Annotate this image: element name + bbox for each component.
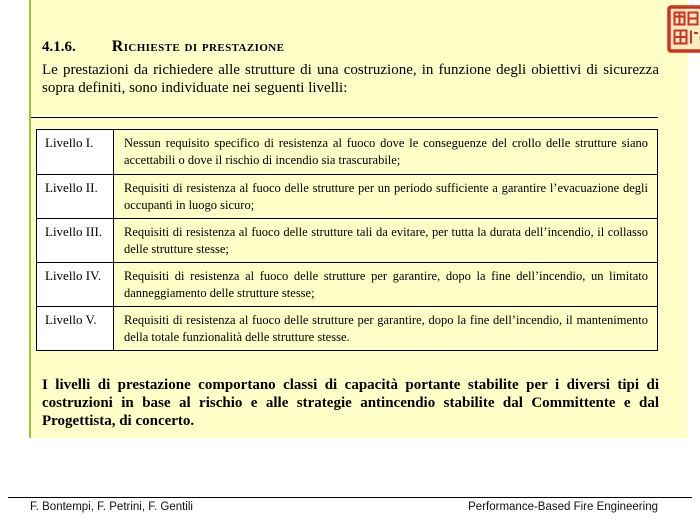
- footer-presentation-title: Performance-Based Fire Engineering: [468, 501, 658, 513]
- level-label: Livello III.: [37, 219, 114, 262]
- level-description: Requisiti di resistenza al fuoco delle strutture tali da evitare, per tutta la durata dell’incendio, il collasso delle strutture stesse;: [124, 225, 648, 256]
- table-row: [37, 174, 657, 218]
- level-description: Nessun requisito specifico di resistenza al fuoco dove le conseguenze del crollo delle strutture siano accettabili o dove il rischio di incendio sia trascurabile;: [124, 136, 648, 167]
- table-row: [37, 306, 657, 350]
- table-row: [37, 218, 657, 262]
- intro-paragraph: Le prestazioni da richiedere alle strutture di una costruzione, in funzione degli obiettivi di sicurezza sopra definiti, sono individuate nei seguenti livelli:: [42, 62, 659, 96]
- level-label: Livello V.: [37, 307, 114, 350]
- levels-table: [36, 129, 658, 351]
- footer-authors: F. Bontempi, F. Petrini, F. Gentili: [30, 501, 193, 513]
- slide-background: [29, 0, 688, 438]
- divider-line: [31, 117, 658, 118]
- table-row: [37, 262, 657, 306]
- closing-paragraph: I livelli di prestazione comportano classi di capacità portante stabilite per i diversi tipi di costruzioni in base al rischio e alle strategie antincendio stabilite dal Committente e dal Progettista, di concerto.: [42, 377, 659, 429]
- level-label: Livello I.: [37, 130, 114, 174]
- red-seal-stamp-icon: [667, 5, 700, 53]
- footer: [30, 501, 658, 513]
- level-description: Requisiti di resistenza al fuoco delle strutture per garantire, dopo la fine dell’incendio, il mantenimento della totale funzionalità delle strutture stesse.: [124, 313, 648, 344]
- section-number: 4.1.6.: [42, 39, 76, 55]
- level-description: Requisiti di resistenza al fuoco delle strutture per un periodo sufficiente a garantire l’evacuazione degli occupanti in luogo sicuro;: [124, 181, 648, 212]
- level-description: Requisiti di resistenza al fuoco delle strutture per garantire, dopo la fine dell’incendio, un limitato danneggiamento delle strutture stesse;: [124, 269, 648, 300]
- slide-title: [42, 38, 284, 56]
- level-label: Livello IV.: [37, 263, 114, 306]
- level-label: Livello II.: [37, 175, 114, 218]
- section-title: Richieste di prestazione: [111, 38, 285, 55]
- table-row: [37, 130, 657, 174]
- footer-divider: [8, 497, 692, 498]
